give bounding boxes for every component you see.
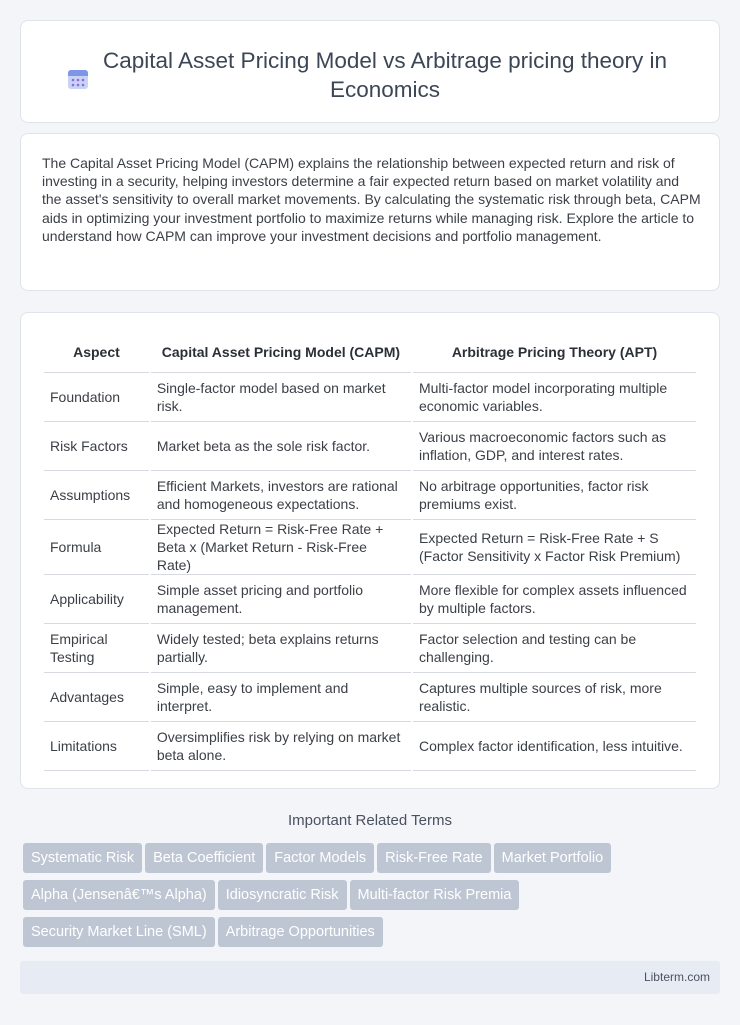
- related-term-tag[interactable]: Factor Models: [266, 843, 374, 873]
- row-capm: Efficient Markets, investors are rational and homogeneous expectations.: [151, 471, 411, 520]
- row-aspect: Risk Factors: [44, 422, 149, 471]
- table-row: [44, 471, 696, 520]
- header-aspect: Aspect: [44, 332, 149, 373]
- table-row: [44, 722, 696, 771]
- comparison-table: [42, 332, 698, 771]
- related-term-tag[interactable]: Arbitrage Opportunities: [218, 917, 383, 947]
- row-capm: Widely tested; beta explains returns partially.: [151, 624, 411, 673]
- related-terms-heading: Important Related Terms: [288, 812, 452, 829]
- row-aspect: Foundation: [44, 373, 149, 422]
- row-aspect: Assumptions: [44, 471, 149, 520]
- table-row: [44, 373, 696, 422]
- row-aspect: Limitations: [44, 722, 149, 771]
- table-row: [44, 520, 696, 575]
- footer-site-link[interactable]: Libterm.com: [643, 970, 710, 984]
- related-term-tag[interactable]: Multi-factor Risk Premia: [350, 880, 520, 910]
- table-header-row: [44, 332, 696, 373]
- row-capm: Simple asset pricing and portfolio management.: [151, 575, 411, 624]
- row-apt: Multi-factor model incorporating multiple economic variables.: [413, 373, 696, 422]
- related-term-tag[interactable]: Alpha (Jensenâ€™s Alpha): [23, 880, 215, 910]
- row-apt: Captures multiple sources of risk, more realistic.: [413, 673, 696, 722]
- row-apt: Expected Return = Risk-Free Rate + S (Factor Sensitivity x Factor Risk Premium): [413, 520, 696, 575]
- row-capm: Single-factor model based on market risk.: [151, 373, 411, 422]
- row-capm: Expected Return = Risk-Free Rate + Beta x (Market Return - Risk-Free Rate): [151, 520, 411, 575]
- related-term-tag[interactable]: Beta Coefficient: [145, 843, 263, 873]
- related-term-tag[interactable]: Market Portfolio: [494, 843, 612, 873]
- table-row: [44, 422, 696, 471]
- row-apt: Complex factor identification, less intuitive.: [413, 722, 696, 771]
- row-capm: Market beta as the sole risk factor.: [151, 422, 411, 471]
- row-capm: Oversimplifies risk by relying on market beta alone.: [151, 722, 411, 771]
- table-row: [44, 624, 696, 673]
- intro-card: [20, 133, 720, 291]
- related-term-tag[interactable]: Security Market Line (SML): [23, 917, 215, 947]
- row-capm: Simple, easy to implement and interpret.: [151, 673, 411, 722]
- row-aspect: Formula: [44, 520, 149, 575]
- comparison-card: [20, 312, 720, 789]
- page-title: Capital Asset Pricing Model vs Arbitrage pricing theory in Economics: [102, 48, 668, 102]
- title-card: [20, 20, 720, 123]
- row-apt: Factor selection and testing can be challenging.: [413, 624, 696, 673]
- footer: [20, 961, 720, 994]
- intro-paragraph: The Capital Asset Pricing Model (CAPM) explains the relationship between expected return and risk of investing in a security, helping investors determine a fair expected return based on market volatility and the asset's sensitivity to overall market movements. By calculating the systematic risk through beta, CAPM aids in optimizing your investment portfolio to maximize returns while managing risk. Explore the article to understand how CAPM can improve your investment decisions and portfolio management.: [42, 155, 701, 244]
- row-apt: More flexible for complex assets influenced by multiple factors.: [413, 575, 696, 624]
- row-apt: No arbitrage opportunities, factor risk premiums exist.: [413, 471, 696, 520]
- header-apt: Arbitrage Pricing Theory (APT): [413, 332, 696, 373]
- row-apt: Various macroeconomic factors such as inflation, GDP, and interest rates.: [413, 422, 696, 471]
- related-terms-list: [23, 843, 703, 954]
- related-term-tag[interactable]: Risk-Free Rate: [377, 843, 491, 873]
- row-aspect: Empirical Testing: [44, 624, 149, 673]
- related-term-tag[interactable]: Systematic Risk: [23, 843, 142, 873]
- row-aspect: Advantages: [44, 673, 149, 722]
- table-row: [44, 673, 696, 722]
- table-row: [44, 575, 696, 624]
- row-aspect: Applicability: [44, 575, 149, 624]
- header-capm: Capital Asset Pricing Model (CAPM): [151, 332, 411, 373]
- related-term-tag[interactable]: Idiosyncratic Risk: [218, 880, 347, 910]
